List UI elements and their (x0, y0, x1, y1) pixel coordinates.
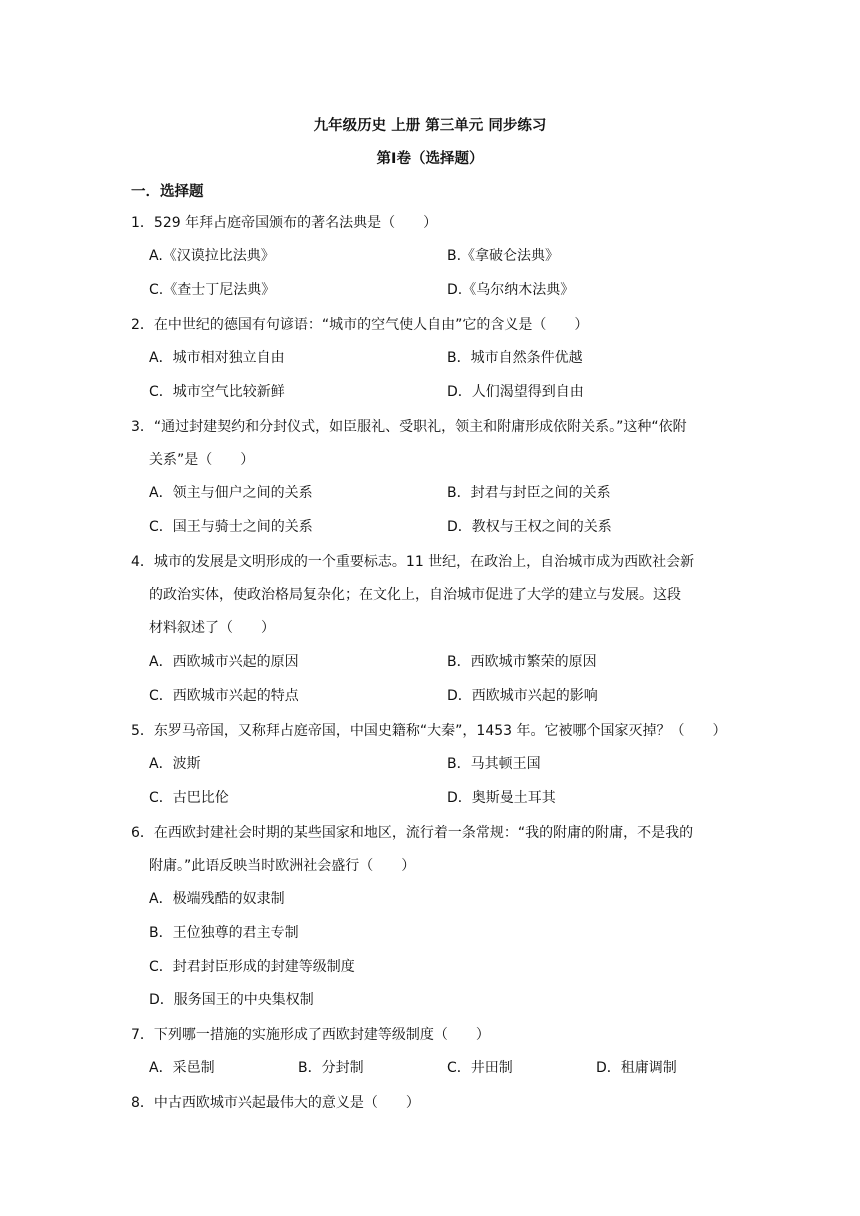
question-4-stem-line-3: 材料叙述了（ ） (149, 620, 275, 636)
section-heading: 一．选择题 (131, 184, 204, 200)
page-subtitle: 第Ⅰ卷（选择题） (376, 151, 484, 167)
question-2-option-c: C．城市空气比较新鲜 (149, 384, 285, 400)
question-5-stem: 5．东罗马帝国，又称拜占庭帝国，中国史籍称“大秦”，1453 年。它被哪个国家灭掉？（ ） (131, 723, 727, 739)
question-3-option-c: C．国王与骑士之间的关系 (149, 519, 313, 535)
question-5-option-b: B．马其顿王国 (447, 756, 541, 772)
question-7-stem: 7．下列哪一措施的实施形成了西欧封建等级制度（ ） (131, 1027, 490, 1043)
question-4-stem-line-1: 4．城市的发展是文明形成的一个重要标志。11 世纪，在政治上，自治城市成为西欧社会新 (131, 554, 695, 570)
question-1-stem: 1．529 年拜占庭帝国颁布的著名法典是（ ） (131, 215, 438, 231)
question-7-option-b: B．分封制 (298, 1060, 364, 1076)
question-5-option-c: C．古巴比伦 (149, 790, 229, 806)
question-2-option-b: B．城市自然条件优越 (447, 350, 583, 366)
question-3-option-d: D．教权与王权之间的关系 (447, 519, 612, 535)
question-3-option-b: B．封君与封臣之间的关系 (447, 485, 611, 501)
question-5-option-d: D．奥斯曼土耳其 (447, 790, 556, 806)
question-3-option-a: A．领主与佃户之间的关系 (149, 485, 313, 501)
question-2-option-d: D．人们渴望得到自由 (447, 384, 584, 400)
question-3-stem-line-1: 3．“通过封建契约和分封仪式，如臣服礼、受职礼，领主和附庸形成依附关系。”这种“依附 (131, 419, 687, 435)
question-7-option-d: D．租庸调制 (596, 1060, 677, 1076)
question-4-option-d: D．西欧城市兴起的影响 (447, 688, 598, 704)
question-6-option-d: D．服务国王的中央集权制 (149, 992, 314, 1008)
question-6-stem-line-2: 附庸。”此语反映当时欧洲社会盛行（ ） (149, 858, 416, 874)
question-3-stem-line-2: 关系”是（ ） (149, 452, 255, 468)
question-4-option-c: C．西欧城市兴起的特点 (149, 688, 299, 704)
page-title: 九年级历史 上册 第三单元 同步练习 (313, 118, 547, 134)
question-5-option-a: A．波斯 (149, 756, 201, 772)
question-1-option-a: A.《汉谟拉比法典》 (149, 248, 275, 264)
question-2-option-a: A．城市相对独立自由 (149, 350, 285, 366)
question-1-option-c: C.《查士丁尼法典》 (149, 282, 276, 298)
question-7-option-c: C．井田制 (447, 1060, 513, 1076)
question-7-option-a: A．采邑制 (149, 1060, 215, 1076)
question-4-stem-line-2: 的政治实体，使政治格局复杂化；在文化上，自治城市促进了大学的建立与发展。这段 (149, 587, 681, 603)
question-2-stem: 2．在中世纪的德国有句谚语：“城市的空气使人自由”它的含义是（ ） (131, 317, 589, 333)
question-4-option-b: B．西欧城市繁荣的原因 (447, 654, 597, 670)
question-1-option-b: B.《拿破仑法典》 (447, 248, 560, 264)
question-6-stem-line-1: 6．在西欧封建社会时期的某些国家和地区，流行着一条常规：“我的附庸的附庸，不是我的 (131, 825, 694, 841)
question-4-option-a: A．西欧城市兴起的原因 (149, 654, 299, 670)
question-8-stem: 8．中古西欧城市兴起最伟大的意义是（ ） (131, 1095, 420, 1111)
question-6-option-c: C．封君封臣形成的封建等级制度 (149, 959, 355, 975)
question-6-option-b: B．王位独尊的君主专制 (149, 925, 299, 941)
question-6-option-a: A．极端残酷的奴隶制 (149, 891, 285, 907)
question-1-option-d: D.《乌尔纳木法典》 (447, 282, 575, 298)
